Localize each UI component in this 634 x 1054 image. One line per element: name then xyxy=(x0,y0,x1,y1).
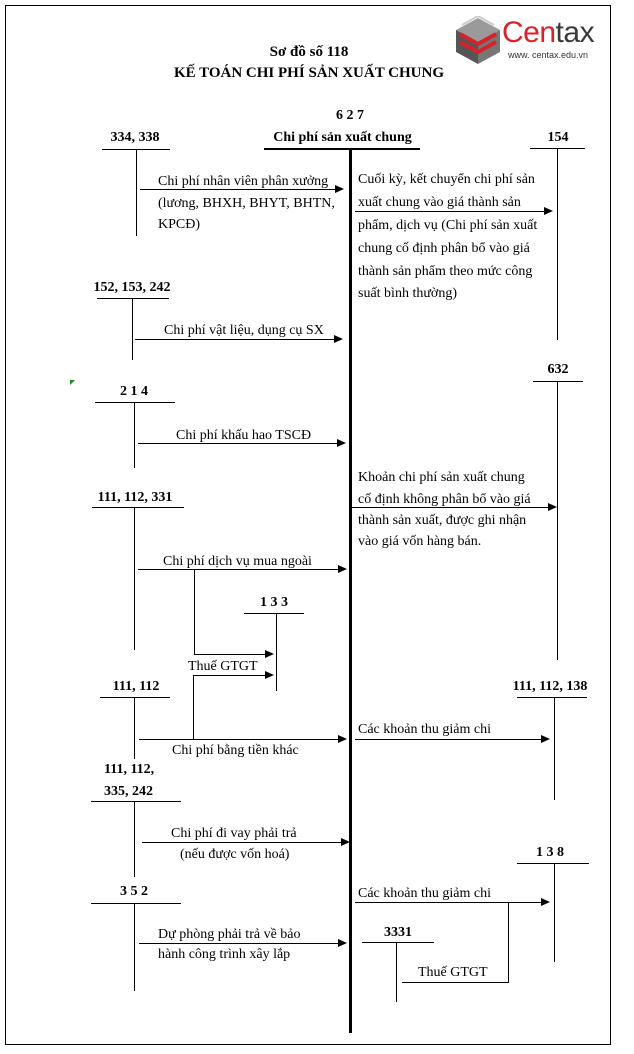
account-stem xyxy=(136,149,137,236)
account-bar xyxy=(533,381,583,382)
main-account-name: Chi phí sản xuất chung xyxy=(273,130,412,145)
account-3331: 3331 xyxy=(384,925,412,940)
centax-logo xyxy=(450,14,610,70)
account-stem xyxy=(557,381,558,660)
account-334-338: 334, 338 xyxy=(110,130,160,145)
account-bar xyxy=(92,507,184,508)
label-transfer-1: Cuối kỳ, kết chuyển chi phí sản xyxy=(358,172,535,187)
account-152-153-242: 152, 153, 242 xyxy=(93,280,171,295)
label-materials: Chi phí vật liệu, dụng cụ SX xyxy=(164,323,324,338)
label-other-cash: Chi phí bằng tiền khác xyxy=(172,743,299,758)
label-vat-out: Thuế GTGT xyxy=(418,965,488,980)
account-stem xyxy=(134,402,135,468)
account-stem xyxy=(134,801,135,877)
label-labor-3: KPCĐ) xyxy=(158,217,201,232)
account-133: 1 3 3 xyxy=(260,595,288,610)
account-bar xyxy=(517,697,587,698)
vat-branch-stem-2 xyxy=(193,675,194,739)
account-111-112-138: 111, 112, 138 xyxy=(512,679,588,694)
account-bar xyxy=(91,903,181,904)
account-bar xyxy=(91,801,181,802)
account-stem xyxy=(396,942,397,1002)
diagram-number: Sơ đồ số 118 xyxy=(269,44,349,60)
label-services: Chi phí dịch vụ mua ngoài xyxy=(163,554,312,569)
arrow-vat-in-1 xyxy=(194,654,272,655)
label-labor-1: Chi phí nhân viên phân xưởng xyxy=(158,174,329,189)
account-stem xyxy=(554,697,555,800)
label-transfer-3: phẩm, dịch vụ (Chi phí sản xuất xyxy=(358,218,538,233)
account-bar xyxy=(97,298,169,299)
arrow-vat-in-2 xyxy=(193,675,272,676)
account-bar xyxy=(95,402,175,403)
account-stem xyxy=(554,863,555,962)
account-111-112-331: 111, 112, 331 xyxy=(97,490,173,505)
main-account-number: 6 2 7 xyxy=(336,108,364,123)
account-stem xyxy=(134,697,135,759)
account-bar xyxy=(362,942,434,943)
stray-mark xyxy=(70,380,75,385)
main-account-stem xyxy=(349,148,352,1033)
diagram-title: KẾ TOÁN CHI PHÍ SẢN XUẤT CHUNG xyxy=(173,65,445,81)
label-unallocated-4: vào giá vốn hàng bán. xyxy=(358,534,482,549)
account-632: 632 xyxy=(547,362,569,377)
account-111-112-335-242-line1: 111, 112, xyxy=(104,762,155,777)
label-warranty-1: Dự phòng phải trả về bảo xyxy=(158,927,301,942)
account-stem xyxy=(134,507,135,650)
account-138: 1 3 8 xyxy=(536,845,564,860)
label-unallocated-2: cố định không phân bổ vào giá xyxy=(358,492,531,507)
label-reduction-1: Các khoản thu giảm chi xyxy=(358,722,491,737)
account-bar xyxy=(517,863,589,864)
label-vat-in: Thuế GTGT xyxy=(188,659,258,674)
account-352: 3 5 2 xyxy=(120,884,148,899)
account-stem xyxy=(134,903,135,991)
account-stem xyxy=(276,613,277,691)
label-unallocated-3: thành sản xuất, được ghi nhận xyxy=(358,513,527,528)
label-reduction-2: Các khoản thu giảm chi xyxy=(358,886,491,901)
label-borrowing-2: (nếu được vốn hoá) xyxy=(180,847,290,862)
account-111-112-335-242-line2: 335, 242 xyxy=(104,784,153,799)
account-111-112: 111, 112 xyxy=(112,679,160,694)
account-bar xyxy=(244,613,304,614)
main-account-bar xyxy=(264,148,420,150)
label-warranty-2: hành công trình xây lắp xyxy=(158,947,291,962)
account-bar xyxy=(100,697,170,698)
label-labor-2: (lương, BHXH, BHYT, BHTN, xyxy=(158,196,335,211)
account-154: 154 xyxy=(547,130,569,145)
label-transfer-5: thành sản phẩm theo mức công xyxy=(358,264,533,279)
vat-out-branch xyxy=(508,902,509,982)
label-depreciation: Chi phí khấu hao TSCĐ xyxy=(176,428,312,443)
vat-branch-stem xyxy=(194,569,195,655)
label-borrowing-1: Chi phí đi vay phải trả xyxy=(171,826,297,841)
logo-url: www. centax.edu.vn xyxy=(508,50,589,60)
account-stem xyxy=(132,298,133,360)
account-214: 2 1 4 xyxy=(120,384,148,399)
logo-wordmark: Centax xyxy=(502,16,595,49)
label-unallocated-1: Khoản chi phí sản xuất chung xyxy=(358,470,525,485)
account-stem xyxy=(557,148,558,340)
label-transfer-6: suất bình thường) xyxy=(358,286,457,301)
label-transfer-4: chung cố định phân bổ vào giá xyxy=(358,241,530,256)
label-transfer-2: xuất chung vào giá thành sản xyxy=(358,195,521,210)
